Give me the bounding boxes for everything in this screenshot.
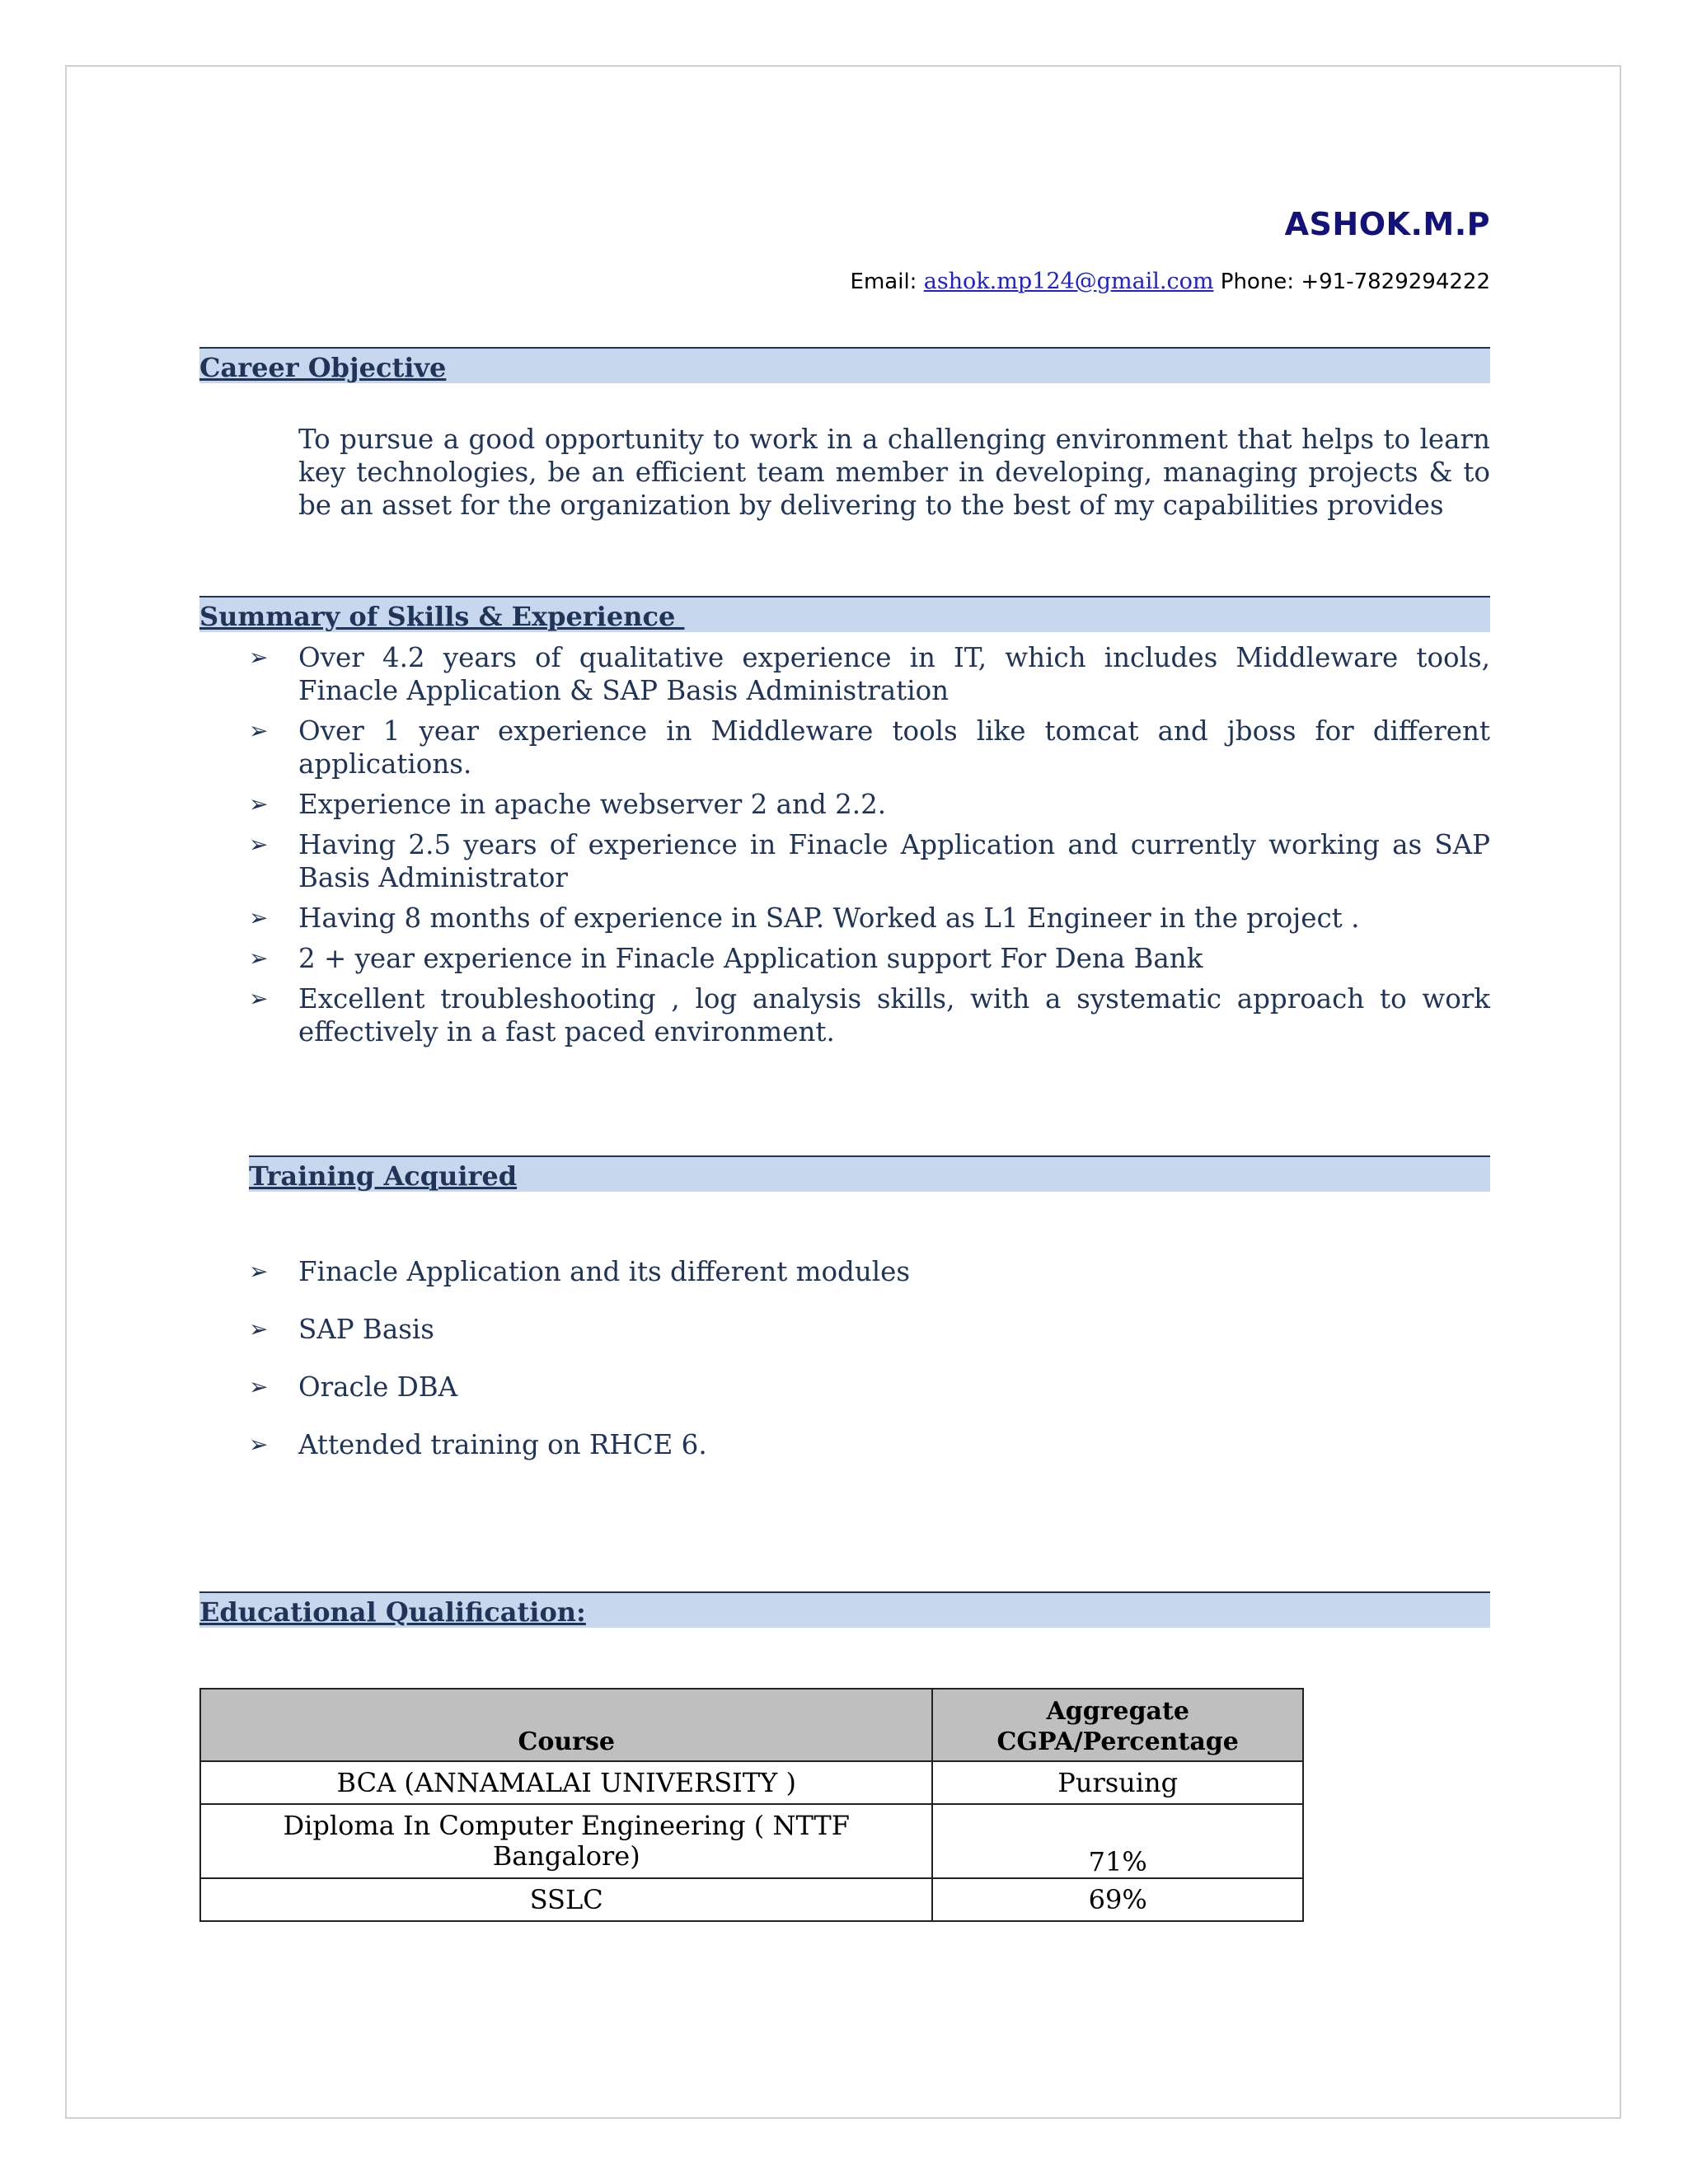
arrow-bullet-icon: ➢ bbox=[249, 1315, 269, 1343]
arrow-bullet-icon: ➢ bbox=[249, 790, 269, 818]
phone-label: Phone: bbox=[1213, 269, 1301, 294]
skills-summary-heading bbox=[199, 596, 1490, 632]
arrow-bullet-icon: ➢ bbox=[249, 1373, 269, 1400]
arrow-bullet-icon: ➢ bbox=[249, 717, 269, 744]
contact-line bbox=[851, 269, 1490, 294]
training-list bbox=[199, 1255, 1490, 1486]
list-item: ➢ 2 + year experience in Finacle Application support For Dena Bank bbox=[249, 943, 1203, 974]
table-row bbox=[200, 1761, 1303, 1804]
table-header-row bbox=[200, 1689, 1303, 1761]
career-objective-text: To pursue a good opportunity to work in a challenging environment that helps to learn key technologies, be an efficient team member in developing, managing projects & to be an asset for the organization by delivering to the best of my capabilities provides bbox=[298, 424, 1490, 521]
list-item: ➢ Over 1 year experience in Middleware tools like tomcat and jboss for different applications. bbox=[249, 715, 1490, 780]
arrow-bullet-icon: ➢ bbox=[249, 944, 269, 972]
list-item: ➢ Finacle Application and its different modules bbox=[249, 1256, 911, 1287]
career-objective-heading bbox=[199, 347, 1490, 383]
arrow-bullet-icon: ➢ bbox=[249, 644, 269, 671]
skills-summary-title: Summary of Skills & Experience bbox=[199, 601, 685, 632]
table-row bbox=[200, 1804, 1303, 1878]
email-link[interactable]: ashok.mp124@gmail.com bbox=[923, 269, 1214, 294]
list-item: ➢ Oracle DBA bbox=[249, 1371, 458, 1403]
list-item: ➢ Experience in apache webserver 2 and 2.2. bbox=[249, 789, 887, 820]
list-item: ➢ Attended training on RHCE 6. bbox=[249, 1429, 707, 1460]
candidate-name: ASHOK.M.P bbox=[1284, 206, 1490, 242]
arrow-bullet-icon: ➢ bbox=[249, 1431, 269, 1458]
score-cell: Pursuing bbox=[932, 1761, 1303, 1804]
course-cell: BCA (ANNAMALAI UNIVERSITY ) bbox=[200, 1761, 932, 1804]
email-label: Email: bbox=[850, 269, 924, 294]
column-header-course: Course bbox=[200, 1689, 932, 1761]
course-cell: SSLC bbox=[200, 1878, 932, 1921]
arrow-bullet-icon: ➢ bbox=[249, 985, 269, 1012]
list-item: ➢ Having 8 months of experience in SAP. Worked as L1 Engineer in the project . bbox=[249, 902, 1360, 934]
list-item: ➢ Excellent troubleshooting , log analysis skills, with a systematic approach to work effectively in a fast paced environment. bbox=[249, 983, 1490, 1047]
score-cell: 71% bbox=[932, 1804, 1303, 1878]
education-table bbox=[199, 1688, 1304, 1922]
arrow-bullet-icon: ➢ bbox=[249, 904, 269, 931]
arrow-bullet-icon: ➢ bbox=[249, 1258, 269, 1285]
training-heading bbox=[249, 1155, 1490, 1192]
list-item: ➢ Having 2.5 years of experience in Finacle Application and currently working as SAP Basis Administrator bbox=[249, 829, 1490, 893]
column-header-aggregate: Aggregate CGPA/Percentage bbox=[932, 1689, 1303, 1761]
score-cell: 69% bbox=[932, 1878, 1303, 1921]
arrow-bullet-icon: ➢ bbox=[249, 831, 269, 858]
training-title: Training Acquired bbox=[249, 1160, 518, 1192]
career-objective-title: Career Objective bbox=[199, 352, 447, 383]
phone-number: +91-7829294222 bbox=[1301, 269, 1490, 294]
skills-list bbox=[199, 641, 1490, 1056]
list-item: ➢ Over 4.2 years of qualitative experience in IT, which includes Middleware tools, Finacle Application & SAP Basis Administration bbox=[249, 642, 1490, 706]
table-row bbox=[200, 1878, 1303, 1921]
education-title: Educational Qualification: bbox=[199, 1596, 586, 1628]
list-item: ➢ SAP Basis bbox=[249, 1314, 434, 1345]
education-heading bbox=[199, 1591, 1490, 1628]
course-cell: Diploma In Computer Engineering ( NTTF Bangalore) bbox=[200, 1804, 932, 1878]
